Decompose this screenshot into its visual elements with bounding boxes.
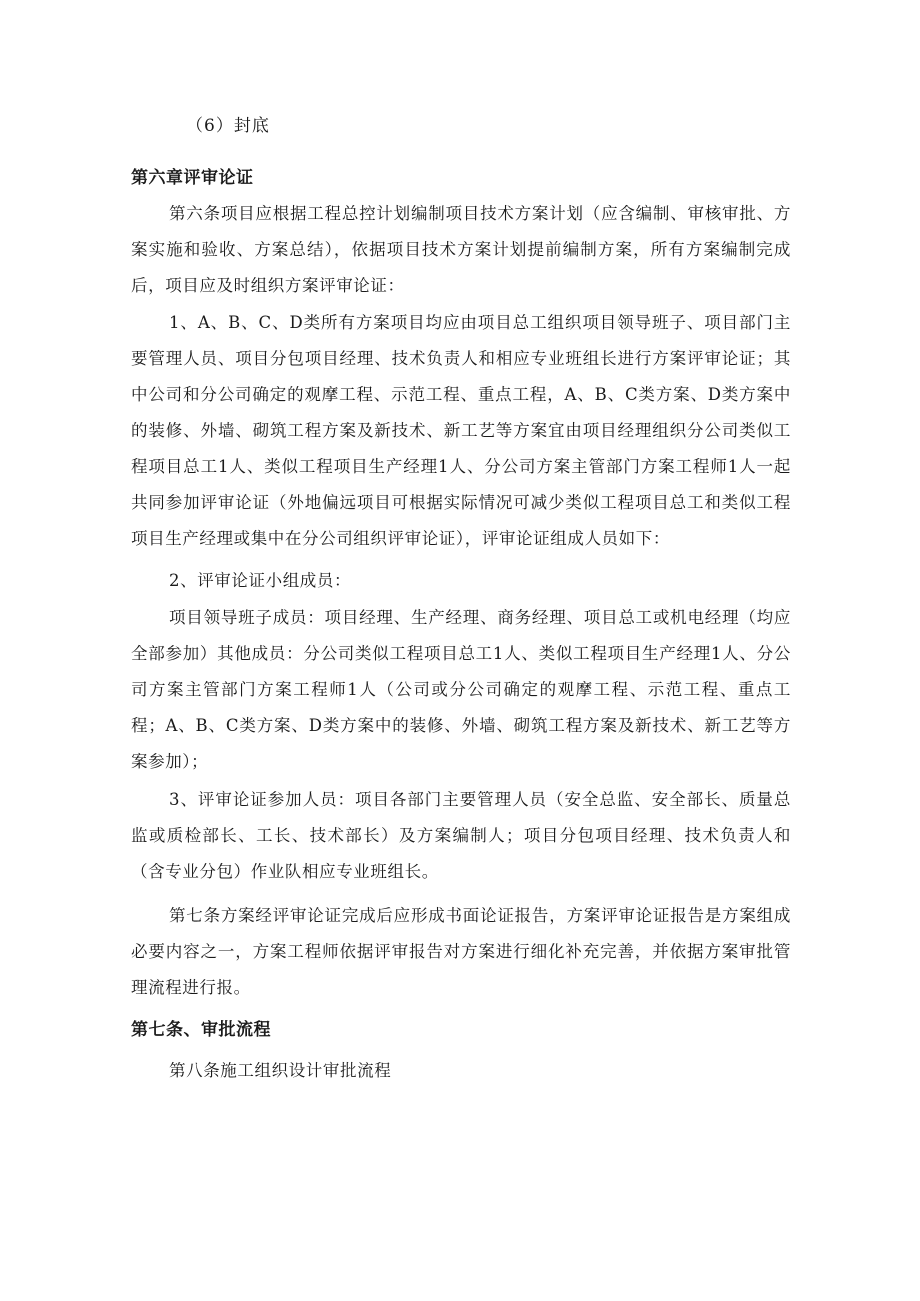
article-6-paragraph: 第六条项目应根据工程总控计划编制项目技术方案计划（应含编制、审核审批、方案实施和验收、方案总结），依据项目技术方案计划提前编制方案，所有方案编制完成后，项目应及时组织方案评审论证： <box>131 204 791 295</box>
clause-2-title: 2、评审论证小组成员： <box>169 571 352 590</box>
clause-2-paragraph: 项目领导班子成员：项目经理、生产经理、商务经理、项目总工或机电经理（均应全部参加）其他成员：分公司类似工程项目总工1人、类似工程项目生产经理1人、分公司方案主管部门方案工程师1人（公司或分公司确定的观摩工程、示范工程、重点工程；A、B、C类方案、D类方案中的装修、外墙、砌筑工程方案及新技术、新工艺等方案参加）； <box>131 608 791 771</box>
article-8-paragraph: 第八条施工组织设计审批流程 <box>169 1061 392 1080</box>
section-heading: 第七条、审批流程 <box>131 1020 271 1040</box>
list-item-cover: （6）封底 <box>186 116 270 136</box>
clause-3-paragraph: 3、评审论证参加人员：项目各部门主要管理人员（安全总监、安全部长、质量总监或质检部长、工长、技术部长）及方案编制人；项目分包项目经理、技术负责人和（含专业分包）作业队相应专业班组长。 <box>131 790 791 881</box>
article-7-paragraph: 第七条方案经评审论证完成后应形成书面论证报告，方案评审论证报告是方案组成必要内容之一，方案工程师依据评审报告对方案进行细化补充完善，并依据方案审批管理流程进行报。 <box>131 906 791 997</box>
clause-1-paragraph: 1、A、B、C、D类所有方案项目均应由项目总工组织项目领导班子、项目部门主要管理人员、项目分包项目经理、技术负责人和相应专业班组长进行方案评审论证；其中公司和分公司确定的观摩工程、示范工程、重点工程，A、B、C类方案、D类方案中的装修、外墙、砌筑工程方案及新技术、新工艺等方案宜由项目经理组织分公司类似工程项目总工1人、类似工程项目生产经理1人、分公司方案主管部门方案工程师1人一起共同参加评审论证（外地偏远项目可根据实际情况可减少类似工程项目总工和类似工程项目生产经理或集中在分公司组织评审论证），评审论证组成人员如下： <box>131 313 791 548</box>
chapter-heading: 第六章评审论证 <box>131 168 254 188</box>
